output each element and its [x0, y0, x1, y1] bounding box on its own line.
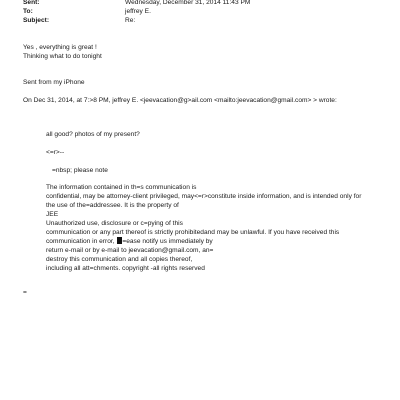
disclaimer-line: Unauthorized use, disclosure or c=pying of this [46, 220, 183, 227]
disclaimer-text-before-redaction: communication in error, [46, 238, 117, 245]
disclaimer-line: including all att=chments. copyright -all rights reserved [46, 265, 205, 272]
disclaimer-line: destroy this communication and all copies thereof, [46, 256, 193, 263]
quoted-line-1: all good? photos of my present? [46, 131, 140, 138]
to-label: To: [23, 8, 33, 15]
disclaimer-line: return e-mail or by e-mail to jeevacation@gmail.com, an= [46, 247, 214, 254]
reply-line-2: Thinking what to do tonight [23, 53, 102, 60]
signature: Sent from my iPhone [23, 79, 85, 86]
disclaimer-line: confidential, may be attorney-client privileged, may<=r>constitute inside information, and is intended only for [46, 193, 362, 200]
disclaimer-line: the use of the=addressee. It is the property of [46, 202, 179, 209]
subject-value: Re: [125, 17, 136, 24]
quote-intro: On Dec 31, 2014, at 7:>8 PM, jeffrey E. <jeevacation@g>ail.com <mailto:jeevacation@gmail.com> > wrote: [23, 97, 337, 104]
disclaimer-text-after-redaction: =ease notify us immediately by [122, 238, 213, 245]
subject-label: Subject: [23, 17, 50, 24]
to-value: jeffrey E. [125, 8, 151, 15]
sent-value: Wednesday, December 31, 2014 11:43 PM [125, 0, 251, 6]
quoted-line-2: <=r>-- [46, 149, 65, 156]
disclaimer-line: The information contained in th=s communication is [46, 184, 197, 191]
disclaimer-line: communication or any part thereof is strictly prohibitedand may be unlawful. If you have received this [46, 229, 340, 236]
disclaimer-line-redacted [46, 237, 213, 246]
disclaimer-line: JEE [46, 211, 59, 218]
quoted-line-3: =nbsp; please note [52, 167, 108, 174]
end-mark: = [23, 289, 27, 296]
reply-line-1: Yes , everything is great ! [23, 44, 97, 51]
sent-label: Sent: [23, 0, 40, 6]
